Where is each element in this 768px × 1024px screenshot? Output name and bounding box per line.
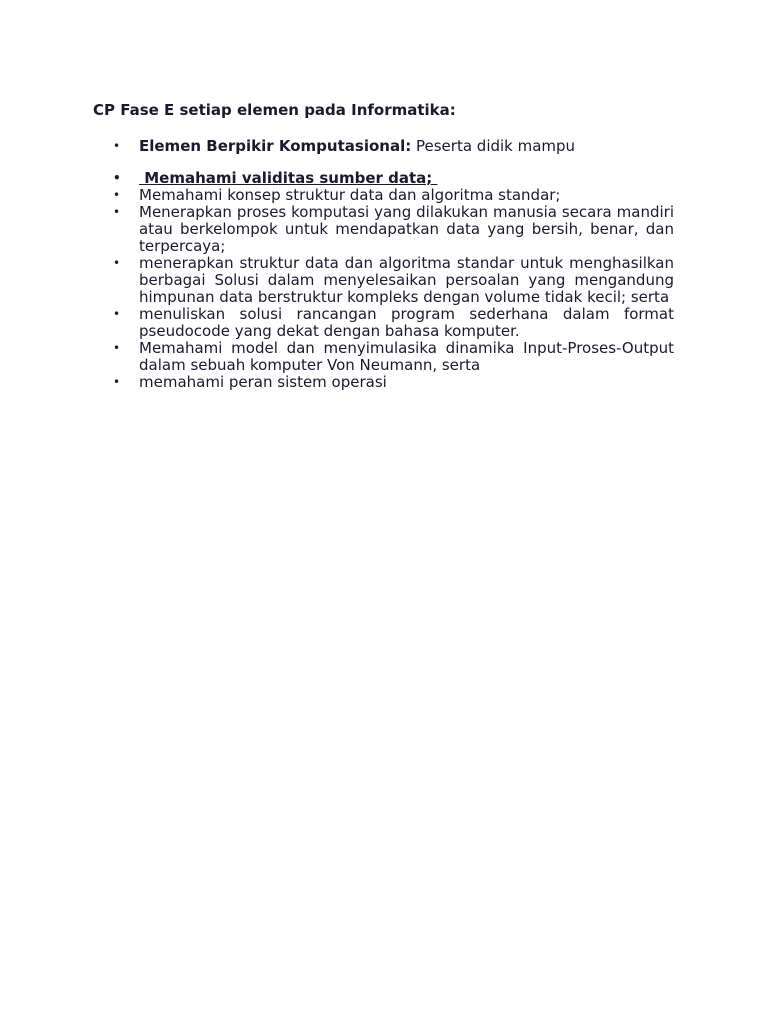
- bullet-icon: •: [113, 188, 121, 202]
- list-item: [113, 255, 674, 306]
- list-item: [113, 340, 674, 374]
- intro-label: Elemen Berpikir Komputasional:: [139, 137, 412, 155]
- bullet-icon: •: [113, 139, 121, 153]
- list-item-text: menuliskan solusi rancangan program sederhana dalam format pseudocode yang dekat dengan bahasa komputer.: [139, 305, 674, 340]
- document-heading: CP Fase E setiap elemen pada Informatika:: [93, 101, 456, 119]
- list-item: [113, 306, 674, 340]
- list-item-text: menerapkan struktur data dan algoritma standar untuk menghasilkan berbagai Solusi dalam menyelesaikan persoalan yang mengandung himpunan data berstruktur kompleks dengan volume tidak kecil; serta: [139, 254, 674, 306]
- list-sub-heading: [113, 170, 674, 187]
- bullet-icon: •: [113, 375, 121, 389]
- bullet-icon: •: [113, 205, 121, 219]
- list-item-text: Memahami konsep struktur data dan algoritma standar;: [139, 186, 561, 204]
- bullet-icon: •: [113, 171, 121, 185]
- list-item-text: memahami peran sistem operasi: [139, 373, 387, 391]
- list-item: [113, 374, 674, 391]
- list-sub-heading-text: Memahami validitas sumber data;: [139, 169, 438, 187]
- bullet-icon: •: [113, 307, 121, 321]
- intro-description: Peserta didik mampu: [416, 137, 576, 155]
- intro-text: [139, 136, 575, 156]
- bullet-icon: •: [113, 256, 121, 270]
- list-item: [113, 204, 674, 255]
- list-item-text: Memahami model dan menyimulasika dinamika Input-Proses-Output dalam sebuah komputer Von Neumann, serta: [139, 339, 674, 374]
- list-item: [113, 187, 674, 204]
- list-item-text: Menerapkan proses komputasi yang dilakukan manusia secara mandiri atau berkelompok untuk mendapatkan data yang bersih, benar, dan terpercaya;: [139, 203, 674, 255]
- bullet-icon: •: [113, 341, 121, 355]
- bullet-list: [113, 170, 674, 391]
